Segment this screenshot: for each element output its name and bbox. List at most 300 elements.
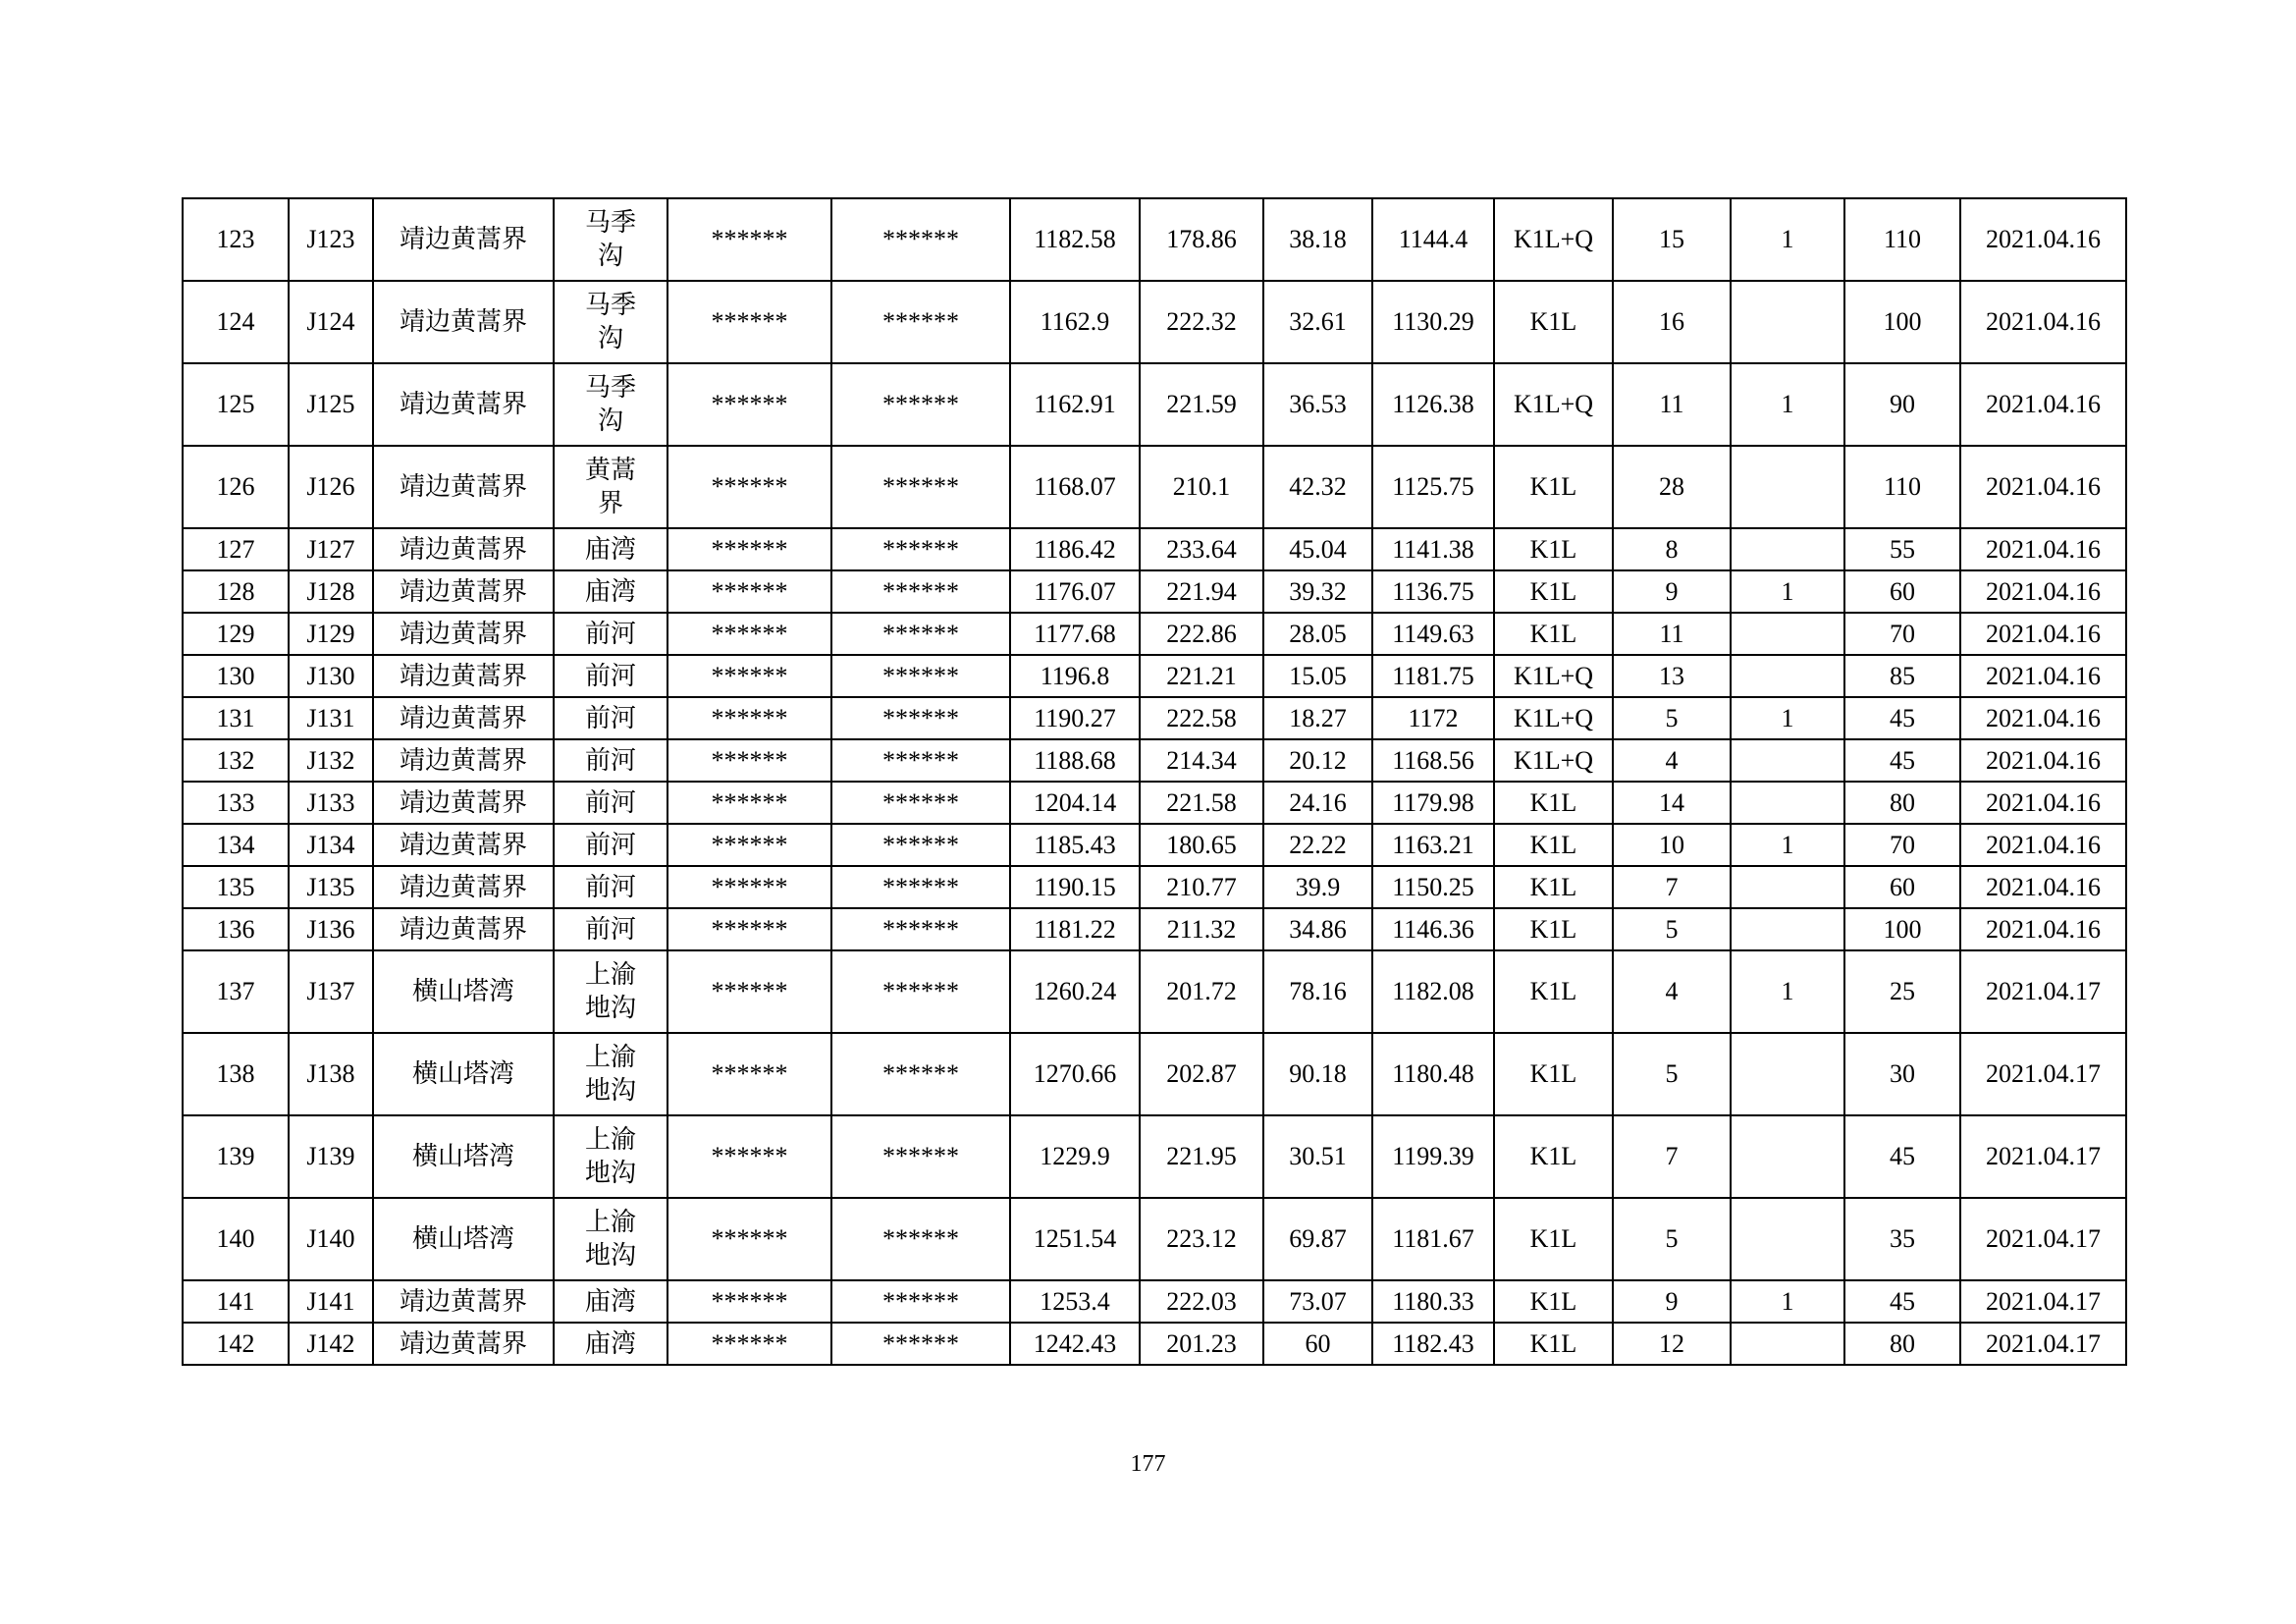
cell-value-2: 202.87: [1140, 1033, 1263, 1115]
cell-masked-coordinate-y: ******: [831, 950, 1010, 1033]
cell-value-3: 39.9: [1263, 866, 1372, 908]
cell-count-3: 70: [1844, 824, 1960, 866]
cell-layer: K1L: [1494, 782, 1613, 824]
cell-masked-coordinate-x: ******: [667, 950, 831, 1033]
cell-layer: K1L: [1494, 446, 1613, 528]
cell-layer: K1L: [1494, 1323, 1613, 1365]
cell-value-4: 1182.08: [1372, 950, 1494, 1033]
cell-value-1: 1181.22: [1010, 908, 1140, 950]
page-number: 177: [1130, 1451, 1166, 1477]
cell-value-1: 1253.4: [1010, 1280, 1140, 1323]
cell-count-1: 9: [1613, 1280, 1731, 1323]
cell-layer: K1L: [1494, 950, 1613, 1033]
cell-township: 横山塔湾: [373, 1198, 554, 1280]
cell-masked-coordinate-y: ******: [831, 782, 1010, 824]
cell-date: 2021.04.17: [1960, 1115, 2126, 1198]
table-row: [183, 739, 2126, 782]
cell-township: 横山塔湾: [373, 950, 554, 1033]
cell-value-4: 1180.48: [1372, 1033, 1494, 1115]
cell-masked-coordinate-y: ******: [831, 446, 1010, 528]
cell-date: 2021.04.16: [1960, 281, 2126, 363]
cell-value-1: 1204.14: [1010, 782, 1140, 824]
cell-value-2: 201.72: [1140, 950, 1263, 1033]
cell-well-id: J131: [289, 697, 373, 739]
table-row: [183, 570, 2126, 613]
table-row: [183, 363, 2126, 446]
cell-layer: K1L: [1494, 570, 1613, 613]
cell-village: 前河: [554, 824, 667, 866]
cell-count-1: 7: [1613, 866, 1731, 908]
cell-layer: K1L+Q: [1494, 697, 1613, 739]
cell-number: 139: [183, 1115, 289, 1198]
cell-number: 131: [183, 697, 289, 739]
cell-value-2: 221.94: [1140, 570, 1263, 613]
cell-count-2: 1: [1731, 198, 1844, 281]
cell-well-id: J140: [289, 1198, 373, 1280]
cell-value-4: 1146.36: [1372, 908, 1494, 950]
table-row: [183, 1198, 2126, 1280]
cell-date: 2021.04.16: [1960, 570, 2126, 613]
table-row: [183, 528, 2126, 570]
cell-count-3: 55: [1844, 528, 1960, 570]
cell-village: 马季 沟: [554, 281, 667, 363]
cell-township: 靖边黄蒿界: [373, 446, 554, 528]
cell-well-id: J128: [289, 570, 373, 613]
cell-masked-coordinate-x: ******: [667, 1280, 831, 1323]
cell-date: 2021.04.16: [1960, 198, 2126, 281]
cell-layer: K1L: [1494, 281, 1613, 363]
cell-value-1: 1229.9: [1010, 1115, 1140, 1198]
cell-layer: K1L+Q: [1494, 198, 1613, 281]
cell-value-3: 90.18: [1263, 1033, 1372, 1115]
table-row: [183, 1033, 2126, 1115]
table-row: [183, 782, 2126, 824]
cell-masked-coordinate-x: ******: [667, 1115, 831, 1198]
cell-village: 庙湾: [554, 1323, 667, 1365]
cell-value-1: 1176.07: [1010, 570, 1140, 613]
cell-count-1: 13: [1613, 655, 1731, 697]
cell-value-4: 1168.56: [1372, 739, 1494, 782]
cell-date: 2021.04.16: [1960, 613, 2126, 655]
cell-value-3: 78.16: [1263, 950, 1372, 1033]
cell-village: 上渝 地沟: [554, 1198, 667, 1280]
cell-count-3: 80: [1844, 782, 1960, 824]
cell-masked-coordinate-x: ******: [667, 198, 831, 281]
cell-value-3: 34.86: [1263, 908, 1372, 950]
cell-well-id: J142: [289, 1323, 373, 1365]
cell-township: 靖边黄蒿界: [373, 908, 554, 950]
cell-masked-coordinate-x: ******: [667, 1033, 831, 1115]
cell-count-1: 16: [1613, 281, 1731, 363]
cell-count-2: 1: [1731, 570, 1844, 613]
cell-well-id: J136: [289, 908, 373, 950]
cell-masked-coordinate-x: ******: [667, 866, 831, 908]
cell-masked-coordinate-y: ******: [831, 866, 1010, 908]
cell-count-1: 10: [1613, 824, 1731, 866]
cell-value-2: 210.1: [1140, 446, 1263, 528]
cell-well-id: J132: [289, 739, 373, 782]
cell-masked-coordinate-x: ******: [667, 739, 831, 782]
cell-village: 上渝 地沟: [554, 1115, 667, 1198]
cell-count-3: 110: [1844, 198, 1960, 281]
cell-value-3: 60: [1263, 1323, 1372, 1365]
cell-village: 前河: [554, 782, 667, 824]
cell-well-id: J129: [289, 613, 373, 655]
cell-township: 靖边黄蒿界: [373, 363, 554, 446]
cell-masked-coordinate-x: ******: [667, 1198, 831, 1280]
cell-count-2: 1: [1731, 1280, 1844, 1323]
cell-count-1: 8: [1613, 528, 1731, 570]
cell-date: 2021.04.16: [1960, 908, 2126, 950]
cell-village: 前河: [554, 697, 667, 739]
cell-count-3: 100: [1844, 281, 1960, 363]
cell-masked-coordinate-x: ******: [667, 824, 831, 866]
cell-masked-coordinate-y: ******: [831, 824, 1010, 866]
table-row: [183, 281, 2126, 363]
table-row: [183, 908, 2126, 950]
cell-masked-coordinate-x: ******: [667, 613, 831, 655]
cell-date: 2021.04.16: [1960, 782, 2126, 824]
cell-value-2: 178.86: [1140, 198, 1263, 281]
cell-number: 126: [183, 446, 289, 528]
cell-value-3: 30.51: [1263, 1115, 1372, 1198]
cell-count-2: [1731, 655, 1844, 697]
cell-masked-coordinate-x: ******: [667, 528, 831, 570]
cell-count-1: 12: [1613, 1323, 1731, 1365]
cell-well-id: J127: [289, 528, 373, 570]
table-row: [183, 950, 2126, 1033]
cell-well-id: J139: [289, 1115, 373, 1198]
cell-count-1: 15: [1613, 198, 1731, 281]
cell-count-2: [1731, 281, 1844, 363]
cell-layer: K1L: [1494, 528, 1613, 570]
cell-value-2: 221.59: [1140, 363, 1263, 446]
cell-count-3: 45: [1844, 1280, 1960, 1323]
cell-date: 2021.04.17: [1960, 1323, 2126, 1365]
cell-township: 靖边黄蒿界: [373, 1280, 554, 1323]
cell-count-3: 110: [1844, 446, 1960, 528]
cell-masked-coordinate-y: ******: [831, 655, 1010, 697]
cell-value-4: 1179.98: [1372, 782, 1494, 824]
cell-value-2: 214.34: [1140, 739, 1263, 782]
cell-masked-coordinate-x: ******: [667, 782, 831, 824]
cell-value-4: 1141.38: [1372, 528, 1494, 570]
cell-value-2: 223.12: [1140, 1198, 1263, 1280]
cell-township: 靖边黄蒿界: [373, 281, 554, 363]
cell-count-1: 5: [1613, 697, 1731, 739]
cell-village: 庙湾: [554, 570, 667, 613]
cell-number: 137: [183, 950, 289, 1033]
cell-township: 靖边黄蒿界: [373, 866, 554, 908]
cell-village: 庙湾: [554, 528, 667, 570]
cell-masked-coordinate-x: ******: [667, 570, 831, 613]
cell-masked-coordinate-x: ******: [667, 363, 831, 446]
cell-township: 靖边黄蒿界: [373, 697, 554, 739]
cell-layer: K1L+Q: [1494, 739, 1613, 782]
cell-masked-coordinate-y: ******: [831, 697, 1010, 739]
cell-value-1: 1190.15: [1010, 866, 1140, 908]
cell-count-1: 11: [1613, 613, 1731, 655]
cell-count-3: 60: [1844, 570, 1960, 613]
cell-count-3: 25: [1844, 950, 1960, 1033]
cell-township: 靖边黄蒿界: [373, 655, 554, 697]
cell-masked-coordinate-x: ******: [667, 908, 831, 950]
cell-value-1: 1168.07: [1010, 446, 1140, 528]
cell-count-3: 45: [1844, 739, 1960, 782]
cell-number: 132: [183, 739, 289, 782]
cell-masked-coordinate-y: ******: [831, 908, 1010, 950]
cell-count-3: 45: [1844, 697, 1960, 739]
cell-layer: K1L: [1494, 1033, 1613, 1115]
cell-count-2: [1731, 528, 1844, 570]
cell-value-3: 15.05: [1263, 655, 1372, 697]
cell-masked-coordinate-y: ******: [831, 570, 1010, 613]
cell-value-3: 38.18: [1263, 198, 1372, 281]
cell-layer: K1L: [1494, 613, 1613, 655]
table-row: [183, 198, 2126, 281]
cell-well-id: J123: [289, 198, 373, 281]
cell-township: 靖边黄蒿界: [373, 613, 554, 655]
cell-value-2: 201.23: [1140, 1323, 1263, 1365]
cell-value-3: 20.12: [1263, 739, 1372, 782]
cell-value-2: 233.64: [1140, 528, 1263, 570]
cell-masked-coordinate-y: ******: [831, 528, 1010, 570]
cell-count-2: [1731, 446, 1844, 528]
table-row: [183, 446, 2126, 528]
cell-count-1: 28: [1613, 446, 1731, 528]
cell-count-3: 30: [1844, 1033, 1960, 1115]
cell-value-1: 1260.24: [1010, 950, 1140, 1033]
table-row: [183, 1115, 2126, 1198]
cell-well-id: J135: [289, 866, 373, 908]
cell-count-1: 7: [1613, 1115, 1731, 1198]
cell-value-2: 221.58: [1140, 782, 1263, 824]
cell-date: 2021.04.17: [1960, 1033, 2126, 1115]
cell-number: 138: [183, 1033, 289, 1115]
cell-township: 靖边黄蒿界: [373, 528, 554, 570]
cell-value-2: 211.32: [1140, 908, 1263, 950]
cell-count-3: 60: [1844, 866, 1960, 908]
cell-village: 前河: [554, 866, 667, 908]
cell-number: 123: [183, 198, 289, 281]
table-row: [183, 1280, 2126, 1323]
cell-value-3: 28.05: [1263, 613, 1372, 655]
cell-value-4: 1136.75: [1372, 570, 1494, 613]
cell-well-id: J130: [289, 655, 373, 697]
cell-value-4: 1144.4: [1372, 198, 1494, 281]
cell-date: 2021.04.16: [1960, 528, 2126, 570]
cell-value-4: 1163.21: [1372, 824, 1494, 866]
cell-township: 横山塔湾: [373, 1033, 554, 1115]
cell-count-2: 1: [1731, 363, 1844, 446]
cell-date: 2021.04.16: [1960, 697, 2126, 739]
cell-value-2: 222.86: [1140, 613, 1263, 655]
cell-value-2: 222.32: [1140, 281, 1263, 363]
cell-village: 前河: [554, 655, 667, 697]
cell-number: 133: [183, 782, 289, 824]
cell-value-4: 1180.33: [1372, 1280, 1494, 1323]
cell-value-2: 221.21: [1140, 655, 1263, 697]
cell-value-4: 1181.75: [1372, 655, 1494, 697]
cell-value-1: 1251.54: [1010, 1198, 1140, 1280]
cell-village: 马季 沟: [554, 198, 667, 281]
cell-date: 2021.04.17: [1960, 1280, 2126, 1323]
cell-number: 140: [183, 1198, 289, 1280]
cell-well-id: J126: [289, 446, 373, 528]
cell-layer: K1L: [1494, 908, 1613, 950]
cell-count-3: 35: [1844, 1198, 1960, 1280]
cell-village: 前河: [554, 739, 667, 782]
cell-value-1: 1162.9: [1010, 281, 1140, 363]
cell-well-id: J124: [289, 281, 373, 363]
cell-layer: K1L: [1494, 1198, 1613, 1280]
cell-village: 上渝 地沟: [554, 950, 667, 1033]
table-row: [183, 613, 2126, 655]
cell-date: 2021.04.17: [1960, 1198, 2126, 1280]
cell-layer: K1L: [1494, 1280, 1613, 1323]
cell-count-2: 1: [1731, 824, 1844, 866]
cell-layer: K1L: [1494, 866, 1613, 908]
cell-value-1: 1185.43: [1010, 824, 1140, 866]
cell-value-1: 1242.43: [1010, 1323, 1140, 1365]
table-row: [183, 824, 2126, 866]
cell-value-2: 210.77: [1140, 866, 1263, 908]
cell-number: 134: [183, 824, 289, 866]
cell-value-1: 1177.68: [1010, 613, 1140, 655]
cell-number: 135: [183, 866, 289, 908]
cell-count-2: [1731, 739, 1844, 782]
cell-count-2: [1731, 908, 1844, 950]
cell-value-3: 73.07: [1263, 1280, 1372, 1323]
cell-masked-coordinate-y: ******: [831, 1033, 1010, 1115]
cell-well-id: J141: [289, 1280, 373, 1323]
cell-count-2: [1731, 1198, 1844, 1280]
cell-value-1: 1270.66: [1010, 1033, 1140, 1115]
cell-count-3: 70: [1844, 613, 1960, 655]
cell-township: 靖边黄蒿界: [373, 1323, 554, 1365]
cell-count-2: [1731, 1033, 1844, 1115]
cell-value-4: 1150.25: [1372, 866, 1494, 908]
cell-village: 前河: [554, 908, 667, 950]
cell-value-1: 1162.91: [1010, 363, 1140, 446]
cell-count-1: 11: [1613, 363, 1731, 446]
cell-number: 127: [183, 528, 289, 570]
cell-count-3: 80: [1844, 1323, 1960, 1365]
cell-masked-coordinate-y: ******: [831, 1198, 1010, 1280]
cell-value-1: 1182.58: [1010, 198, 1140, 281]
cell-township: 靖边黄蒿界: [373, 782, 554, 824]
cell-number: 130: [183, 655, 289, 697]
cell-count-2: [1731, 1323, 1844, 1365]
cell-township: 靖边黄蒿界: [373, 198, 554, 281]
cell-village: 黄蒿 界: [554, 446, 667, 528]
cell-number: 136: [183, 908, 289, 950]
well-survey-table: [182, 197, 2127, 1366]
cell-date: 2021.04.16: [1960, 446, 2126, 528]
cell-value-2: 180.65: [1140, 824, 1263, 866]
cell-layer: K1L+Q: [1494, 655, 1613, 697]
cell-masked-coordinate-y: ******: [831, 363, 1010, 446]
cell-count-2: 1: [1731, 950, 1844, 1033]
cell-masked-coordinate-x: ******: [667, 446, 831, 528]
cell-value-1: 1186.42: [1010, 528, 1140, 570]
table-row: [183, 655, 2126, 697]
cell-well-id: J133: [289, 782, 373, 824]
cell-township: 靖边黄蒿界: [373, 570, 554, 613]
cell-value-1: 1190.27: [1010, 697, 1140, 739]
cell-date: 2021.04.16: [1960, 363, 2126, 446]
cell-value-3: 45.04: [1263, 528, 1372, 570]
cell-masked-coordinate-y: ******: [831, 1280, 1010, 1323]
cell-number: 142: [183, 1323, 289, 1365]
cell-count-2: [1731, 866, 1844, 908]
cell-masked-coordinate-x: ******: [667, 1323, 831, 1365]
cell-count-3: 100: [1844, 908, 1960, 950]
cell-date: 2021.04.16: [1960, 824, 2126, 866]
cell-value-3: 42.32: [1263, 446, 1372, 528]
table-row: [183, 866, 2126, 908]
cell-count-1: 9: [1613, 570, 1731, 613]
cell-date: 2021.04.16: [1960, 739, 2126, 782]
cell-masked-coordinate-x: ******: [667, 281, 831, 363]
cell-value-4: 1125.75: [1372, 446, 1494, 528]
cell-count-2: [1731, 613, 1844, 655]
cell-number: 141: [183, 1280, 289, 1323]
cell-well-id: J134: [289, 824, 373, 866]
cell-township: 靖边黄蒿界: [373, 739, 554, 782]
cell-value-1: 1196.8: [1010, 655, 1140, 697]
cell-township: 横山塔湾: [373, 1115, 554, 1198]
cell-masked-coordinate-y: ******: [831, 1115, 1010, 1198]
cell-date: 2021.04.17: [1960, 950, 2126, 1033]
cell-number: 128: [183, 570, 289, 613]
cell-value-4: 1149.63: [1372, 613, 1494, 655]
cell-value-3: 24.16: [1263, 782, 1372, 824]
cell-date: 2021.04.16: [1960, 655, 2126, 697]
cell-value-4: 1172: [1372, 697, 1494, 739]
cell-value-2: 222.03: [1140, 1280, 1263, 1323]
cell-value-3: 22.22: [1263, 824, 1372, 866]
cell-well-id: J138: [289, 1033, 373, 1115]
cell-value-3: 18.27: [1263, 697, 1372, 739]
cell-value-3: 36.53: [1263, 363, 1372, 446]
cell-value-4: 1199.39: [1372, 1115, 1494, 1198]
table-body: [183, 198, 2126, 1365]
cell-masked-coordinate-y: ******: [831, 281, 1010, 363]
cell-value-2: 221.95: [1140, 1115, 1263, 1198]
cell-well-id: J125: [289, 363, 373, 446]
table-row: [183, 697, 2126, 739]
cell-date: 2021.04.16: [1960, 866, 2126, 908]
cell-masked-coordinate-x: ******: [667, 697, 831, 739]
cell-value-2: 222.58: [1140, 697, 1263, 739]
cell-count-2: 1: [1731, 697, 1844, 739]
cell-value-4: 1181.67: [1372, 1198, 1494, 1280]
cell-masked-coordinate-y: ******: [831, 1323, 1010, 1365]
cell-masked-coordinate-y: ******: [831, 613, 1010, 655]
cell-count-1: 4: [1613, 739, 1731, 782]
cell-village: 上渝 地沟: [554, 1033, 667, 1115]
cell-value-4: 1126.38: [1372, 363, 1494, 446]
cell-count-1: 4: [1613, 950, 1731, 1033]
cell-number: 124: [183, 281, 289, 363]
cell-count-3: 45: [1844, 1115, 1960, 1198]
cell-count-1: 5: [1613, 908, 1731, 950]
cell-count-2: [1731, 1115, 1844, 1198]
cell-masked-coordinate-y: ******: [831, 198, 1010, 281]
cell-village: 马季 沟: [554, 363, 667, 446]
cell-count-3: 90: [1844, 363, 1960, 446]
